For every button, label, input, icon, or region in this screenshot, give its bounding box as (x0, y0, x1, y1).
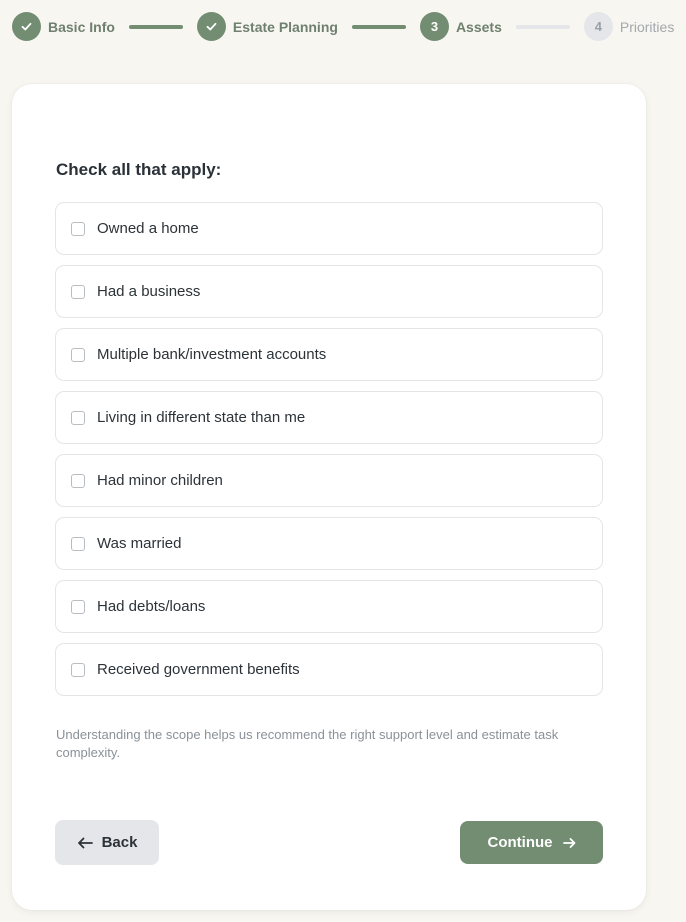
option-label: Received government benefits (97, 661, 300, 678)
back-button-label: Back (101, 834, 138, 851)
checkbox[interactable] (71, 348, 85, 362)
step-estate-planning[interactable] (197, 12, 338, 41)
form-card (12, 84, 646, 910)
helper-text: Understanding the scope helps us recommend the right support level and estimate task complexity. (56, 727, 559, 760)
checkbox[interactable] (71, 411, 85, 425)
checkbox[interactable] (71, 663, 85, 677)
checkbox[interactable] (71, 537, 85, 551)
check-icon (20, 20, 33, 33)
question-heading: Check all that apply: (56, 160, 222, 179)
step-label: Assets (455, 18, 502, 35)
step-basic-info[interactable] (12, 12, 115, 41)
option-different-state[interactable] (55, 391, 603, 444)
option-government-benefits[interactable] (55, 643, 603, 696)
checkbox[interactable] (71, 600, 85, 614)
continue-button[interactable] (460, 821, 603, 864)
arrow-right-icon (563, 837, 576, 849)
step-2-complete-badge (197, 12, 226, 41)
option-multiple-accounts[interactable] (55, 328, 603, 381)
check-icon (205, 20, 218, 33)
step-number-badge: 4 (584, 12, 613, 41)
option-label: Living in different state than me (97, 409, 306, 426)
option-was-married[interactable] (55, 517, 603, 570)
option-label: Had debts/loans (97, 598, 206, 615)
option-debts-loans[interactable] (55, 580, 603, 633)
continue-button-label: Continue (487, 834, 553, 851)
checkbox[interactable] (71, 474, 85, 488)
checkbox[interactable] (71, 285, 85, 299)
step-priorities (584, 12, 674, 41)
step-connector (129, 25, 183, 29)
step-label: Basic Info (48, 18, 115, 35)
checkbox[interactable] (71, 222, 85, 236)
option-label: Owned a home (97, 220, 199, 237)
options-list (55, 202, 603, 706)
option-label: Multiple bank/investment accounts (97, 346, 327, 363)
progress-stepper (12, 12, 674, 41)
option-label: Was married (97, 535, 182, 552)
step-label: Priorities (619, 18, 675, 35)
option-owned-home[interactable] (55, 202, 603, 255)
back-button[interactable] (55, 820, 159, 865)
step-assets (420, 12, 502, 41)
option-label: Had a business (97, 283, 201, 300)
option-had-business[interactable] (55, 265, 603, 318)
option-minor-children[interactable] (55, 454, 603, 507)
step-connector (352, 25, 406, 29)
step-1-complete-badge (12, 12, 41, 41)
arrow-left-icon (77, 837, 93, 849)
step-number-badge: 3 (420, 12, 449, 41)
option-label: Had minor children (97, 472, 223, 489)
step-label: Estate Planning (232, 18, 338, 35)
step-connector (516, 25, 570, 29)
